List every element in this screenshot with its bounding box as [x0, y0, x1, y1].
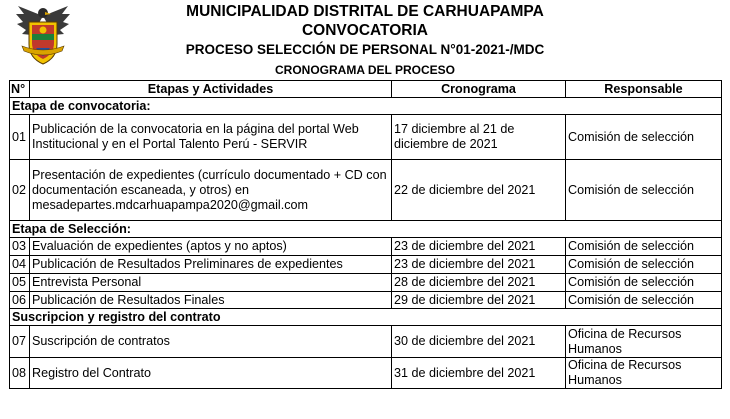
- schedule-title: CRONOGRAMA DEL PROCESO: [274, 63, 455, 77]
- row-number: 04: [10, 256, 30, 274]
- row-responsible: Comisión de selección: [566, 115, 722, 160]
- table-row: [10, 115, 722, 160]
- section-row: [10, 309, 722, 326]
- row-number: 02: [10, 160, 30, 221]
- row-number: 05: [10, 274, 30, 292]
- row-schedule: 31 de diciembre del 2021: [392, 358, 566, 389]
- row-activity: Publicación de la convocatoria en la página del portal Web Institucional y en el Portal Talento Perú - SERVIR: [30, 115, 392, 160]
- row-schedule: 28 de diciembre del 2021: [392, 274, 566, 292]
- row-activity: Publicación de Resultados Preliminares de expedientes: [30, 256, 392, 274]
- column-header-no: N°: [10, 81, 30, 98]
- row-activity: Evaluación de expedientes (aptos y no aptos): [30, 238, 392, 256]
- table-row: [10, 238, 722, 256]
- column-header-activities: Etapas y Actividades: [30, 81, 392, 98]
- column-header-responsible: Responsable: [566, 81, 722, 98]
- organization-title: MUNICIPALIDAD DISTRITAL DE CARHUAPAMPA: [186, 3, 544, 20]
- row-activity: Publicación de Resultados Finales: [30, 292, 392, 309]
- row-schedule: 23 de diciembre del 2021: [392, 256, 566, 274]
- row-activity: Suscripción de contratos: [30, 326, 392, 358]
- row-number: 06: [10, 292, 30, 309]
- row-schedule: 30 de diciembre del 2021: [392, 326, 566, 358]
- column-header-schedule: Cronograma: [392, 81, 566, 98]
- row-responsible: Oficina de Recursos Humanos: [566, 326, 722, 358]
- section-row: [10, 98, 722, 115]
- row-responsible: Oficina de Recursos Humanos: [566, 358, 722, 389]
- process-title: PROCESO SELECCIÓN DE PERSONAL N°01-2021-/MDC: [185, 42, 545, 57]
- row-schedule: 17 diciembre al 21 de diciembre de 2021: [392, 115, 566, 160]
- section-title: Etapa de convocatoria:: [10, 98, 722, 115]
- row-schedule: 29 de diciembre del 2021: [392, 292, 566, 309]
- row-number: 07: [10, 326, 30, 358]
- row-number: 03: [10, 238, 30, 256]
- row-responsible: Comisión de selección: [566, 274, 722, 292]
- table-row: [10, 274, 722, 292]
- row-schedule: 23 de diciembre del 2021: [392, 238, 566, 256]
- table-row: [10, 358, 722, 389]
- convocatoria-title: CONVOCATORIA: [301, 22, 428, 39]
- section-title: Etapa de Selección:: [10, 221, 722, 238]
- table-row: [10, 292, 722, 309]
- section-row: [10, 221, 722, 238]
- schedule-table: [9, 80, 722, 389]
- table-row: [10, 256, 722, 274]
- row-activity: Presentación de expedientes (currículo documentado + CD con documentación escaneada, y otros) en mesadepartes.mdcarhuapampa2020@gmail.com: [30, 160, 392, 221]
- row-schedule: 22 de diciembre del 2021: [392, 160, 566, 221]
- table-row: [10, 326, 722, 358]
- row-responsible: Comisión de selección: [566, 256, 722, 274]
- row-activity: Entrevista Personal: [30, 274, 392, 292]
- row-responsible: Comisión de selección: [566, 238, 722, 256]
- table-row: [10, 160, 722, 221]
- row-activity: Registro del Contrato: [30, 358, 392, 389]
- section-title: Suscripcion y registro del contrato: [10, 309, 722, 326]
- row-number: 01: [10, 115, 30, 160]
- row-responsible: Comisión de selección: [566, 160, 722, 221]
- table-header-row: [10, 81, 722, 98]
- row-responsible: Comisión de selección: [566, 292, 722, 309]
- row-number: 08: [10, 358, 30, 389]
